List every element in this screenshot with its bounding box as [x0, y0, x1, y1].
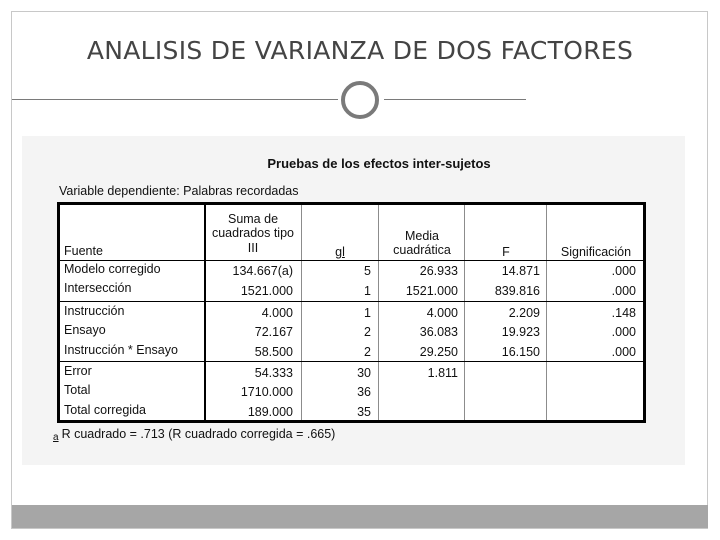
row-ms: 4.000	[426, 306, 458, 320]
row-f: 19.923	[501, 325, 540, 339]
row-df: 2	[364, 325, 371, 339]
slide-title: ANALISIS DE VARIANZA DE DOS FACTORES	[86, 36, 634, 65]
dependent-variable-label: Variable dependiente: Palabras recordadas	[59, 184, 299, 198]
anova-table-image	[22, 136, 685, 465]
row-ms: 1.811	[427, 366, 458, 380]
row-f: 14.871	[501, 264, 540, 278]
footnote-text: R cuadrado = .713 (R cuadrado corregida = .665)	[61, 427, 336, 441]
row-ss: 58.500	[254, 345, 293, 359]
row-group-divider	[60, 301, 643, 302]
row-f: 16.150	[501, 345, 540, 359]
title-divider-right	[384, 99, 526, 100]
header-gl: gl	[335, 245, 345, 259]
row-df: 2	[364, 345, 371, 359]
header-significacion: Significación	[560, 245, 632, 259]
row-source: Total	[64, 383, 91, 397]
anova-table	[57, 202, 646, 423]
row-df: 30	[357, 366, 371, 380]
header-divider	[60, 260, 643, 261]
row-sig: .000	[611, 345, 636, 359]
row-ss: 189.000	[247, 405, 293, 419]
row-sig: .148	[611, 306, 636, 320]
row-source: Ensayo	[64, 323, 106, 337]
table-title: Pruebas de los efectos inter-sujetos	[267, 156, 491, 171]
row-source: Instrucción * Ensayo	[64, 343, 178, 357]
column-divider	[378, 205, 379, 420]
row-sig: .000	[611, 264, 636, 278]
row-source: Total corregida	[64, 403, 146, 417]
header-suma-cuadrados: Suma de cuadrados tipo III	[211, 212, 294, 255]
footnote-marker: a	[53, 432, 59, 443]
row-source: Error	[64, 364, 92, 378]
row-df: 1	[364, 306, 371, 320]
row-ss: 72.167	[254, 325, 293, 339]
row-ss: 4.000	[261, 306, 293, 320]
row-ss: 54.333	[254, 366, 293, 380]
row-source: Modelo corregido	[64, 262, 161, 276]
title-divider-circle	[341, 81, 379, 119]
title-divider-left	[12, 99, 338, 100]
row-sig: .000	[611, 325, 636, 339]
header-media-cuadratica: Media cuadrática	[393, 229, 451, 258]
row-sig: .000	[611, 284, 636, 298]
column-divider	[546, 205, 547, 420]
table-footnote	[53, 427, 335, 441]
column-divider	[464, 205, 465, 420]
row-f: 2.209	[508, 306, 540, 320]
row-ss: 134.667(a)	[232, 264, 293, 278]
row-ss: 1710.000	[240, 385, 293, 399]
row-ms: 1521.000	[405, 284, 458, 298]
row-source: Instrucción	[64, 304, 125, 318]
row-source: Intersección	[64, 281, 132, 295]
row-df: 1	[364, 284, 371, 298]
row-f: 839.816	[494, 284, 540, 298]
row-ss: 1521.000	[240, 284, 293, 298]
row-ms: 26.933	[419, 264, 458, 278]
slide-bottom-bar	[12, 505, 708, 528]
row-df: 35	[357, 405, 371, 419]
row-ms: 36.083	[419, 325, 458, 339]
row-ms: 29.250	[419, 345, 458, 359]
row-df: 5	[364, 264, 371, 278]
row-df: 36	[357, 385, 371, 399]
row-group-divider	[60, 361, 643, 362]
header-fuente: Fuente	[64, 244, 103, 258]
column-divider	[301, 205, 302, 420]
header-f: F	[502, 245, 510, 259]
